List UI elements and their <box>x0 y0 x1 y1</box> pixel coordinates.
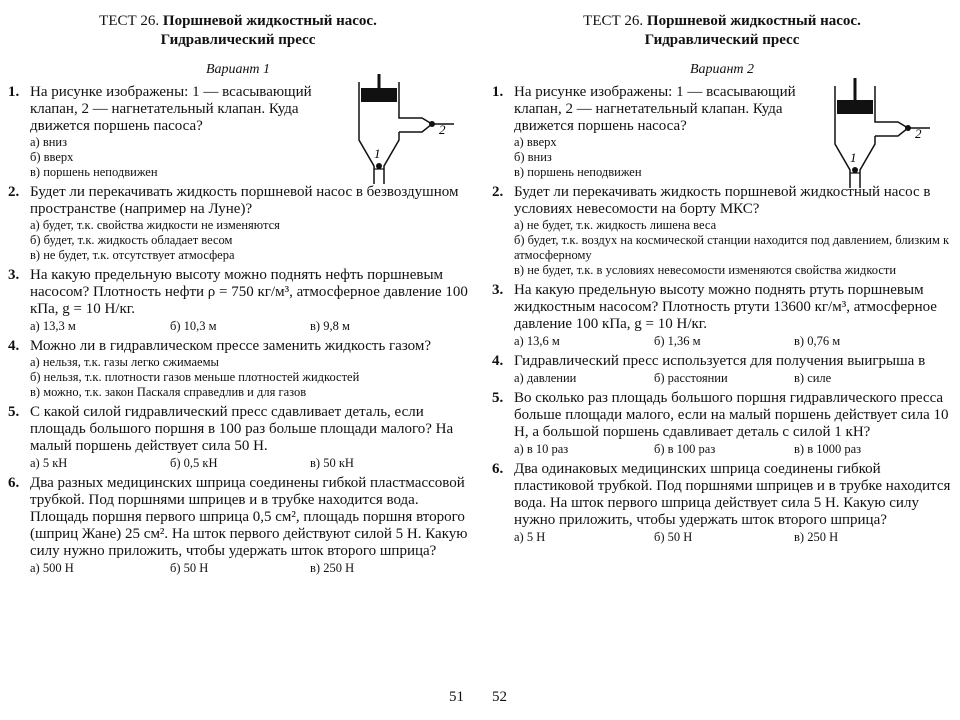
answer-option: в) в 1000 раз <box>794 442 862 456</box>
figure-label-2: 2 <box>439 122 446 137</box>
answer-option: а) 13,6 м <box>514 334 560 348</box>
test-number: ТЕСТ 26. <box>583 13 644 29</box>
figure-label-1: 1 <box>374 146 381 161</box>
question-6: 6. Два одинаковых медицинских шприца соединены гибкой пластиковой трубкой. Под поршнями шприцев и в трубке находится вода. На шток первого шприца действует сила 5 Н. Какую силу нужно приложить, чтобы удержать шток второго шприца? а) 5 Н б) 50 Н в) 250 Н <box>492 461 951 544</box>
test-number: ТЕСТ 26. <box>99 13 160 29</box>
answer-option: в) силе <box>794 371 832 385</box>
test-title <box>492 12 952 50</box>
answer-option: а) 5 Н <box>514 530 546 544</box>
test-topic: Поршневой жидкостный насос. <box>162 13 377 29</box>
answer-option: б) 50 Н <box>654 530 693 544</box>
answer-option: б) 1,36 м <box>654 334 701 348</box>
answer-option: б) будет, т.к. воздух на космической станции находится под давлением, близким к атмосферному <box>514 233 950 262</box>
answer-option: в) 250 Н <box>794 530 839 544</box>
page-number: 51 <box>449 689 464 705</box>
answer-option: б) 50 Н <box>170 561 209 575</box>
pump-diagram <box>354 74 454 186</box>
question-1: 1. На рисунке изображены: 1 — всасывающий клапан, 2 — нагнетательный клапан. Куда движется поршень пасоса? а) вниз б) вверх в) поршень неподвижен <box>8 84 348 180</box>
answer-option: а) 500 Н <box>30 561 74 575</box>
question-4: 4. Гидравлический пресс используется для получения выигрыша в а) давлении б) расстоянии в) силе <box>492 353 952 386</box>
answer-option: а) в 10 раз <box>514 442 569 456</box>
answer-option: в) не будет, т.к. отсутствует атмосфера <box>30 248 235 262</box>
answer-option: в) можно, т.к. закон Паскаля справедлив и для газов <box>30 385 307 399</box>
answer-option: б) 0,5 кН <box>170 456 218 470</box>
answer-option: а) вниз <box>30 135 68 149</box>
answer-option: б) расстоянии <box>654 371 728 385</box>
answer-option: в) 0,76 м <box>794 334 841 348</box>
answer-option: а) 13,3 м <box>30 319 76 333</box>
question-3: 3. На какую предельную высоту можно поднять ртуть поршневым жидкостным насосом? Плотность ртути 13600 кг/м³, атмосферное давление 100 кПа, g = 10 Н/кг. а) 13,6 м б) 1,36 м в) 0,76 м <box>492 282 937 348</box>
test-title <box>8 12 468 50</box>
question-4: 4. Можно ли в гидравлическом прессе заменить жидкость газом? а) нельзя, т.к. газы легко сжимаемы б) нельзя, т.к. плотности газов меньше плотностей жидкостей в) можно, т.к. закон Паскаля справедлив и для газов <box>8 338 468 400</box>
question-5: 5. Во сколько раз площадь большого поршня гидравлического пресса больше площади малого, если на малый поршень действует сила 10 Н, а большой поршень сдавливает деталь с силой 1 кН? а) в 10 раз б) в 100 раз в) в 1000 раз <box>492 390 949 456</box>
test-topic: Поршневой жидкостный насос. <box>646 13 861 29</box>
answer-option: а) 5 кН <box>30 456 68 470</box>
answer-option: б) вниз <box>514 150 552 164</box>
answer-option: б) 10,3 м <box>170 319 217 333</box>
variant-label: Вариант 1 <box>205 62 271 77</box>
answer-option: в) не будет, т.к. в условиях невесомости изменяются свойства жидкости <box>514 263 897 277</box>
answer-option: а) давлении <box>514 371 577 385</box>
figure-label-1: 1 <box>850 150 857 165</box>
answer-option: б) нельзя, т.к. плотности газов меньше плотностей жидкостей <box>30 370 360 384</box>
answer-option: в) поршень неподвижен <box>30 165 158 179</box>
answer-option: б) в 100 раз <box>654 442 716 456</box>
page-right <box>492 0 952 720</box>
variant-label: Вариант 2 <box>689 62 755 77</box>
page-number: 52 <box>492 689 507 705</box>
test-subtopic: Гидравлический пресс <box>644 32 800 48</box>
question-2: 2. Будет ли перекачивать жидкость поршневой насос в безвоздушном пространстве (например на Луне)? а) будет, т.к. свойства жидкости не изменяются б) будет, т.к. жидкость обладает весом в) не будет, т.к. отсутствует атмосфера <box>8 184 468 263</box>
answer-option: в) 50 кН <box>310 456 354 470</box>
question-1: 1. На рисунке изображены: 1 — всасывающий клапан, 2 — нагнетательный клапан. Куда движется поршень насоса? а) вверх б) вниз в) поршень неподвижен <box>492 84 822 180</box>
test-subtopic: Гидравлический пресс <box>160 32 316 48</box>
figure-label-2: 2 <box>915 126 922 141</box>
answer-option: б) будет, т.к. жидкость обладает весом <box>30 233 233 247</box>
answer-option: а) нельзя, т.к. газы легко сжимаемы <box>30 355 219 369</box>
answer-option: б) вверх <box>30 150 74 164</box>
question-5: 5. С какой силой гидравлический пресс сдавливает деталь, если площадь большого поршня в 100 раз больше площади малого? На малый поршень действует сила 50 Н. а) 5 кН б) 0,5 кН в) 50 кН <box>8 404 454 470</box>
page-left <box>8 0 468 720</box>
answer-option: а) не будет, т.к. жидкость лишена веса <box>514 218 717 232</box>
answer-option: а) будет, т.к. свойства жидкости не изменяются <box>30 218 280 232</box>
question-2: 2. Будет ли перекачивать жидкость поршневой жидкостный насос в условиях невесомости на борту МКС? а) не будет, т.к. жидкость лишена веса б) будет, т.к. воздух на космической станции находится под давлением, близким к атмосферному в) не будет, т.к. в условиях невесомости изменяются свойства жидкости <box>492 184 952 278</box>
pump-diagram <box>830 78 930 190</box>
answer-option: в) поршень неподвижен <box>514 165 642 179</box>
question-6: 6. Два разных медицинских шприца соединены гибкой пластмассовой трубкой. Под поршнями шприцев и в трубке находится вода. Площадь поршня первого шприца 0,5 см², площадь поршня второго (шприц Жане) 25 см². На шток первого действуют силой 5 Н. Какую силу нужно приложить, чтобы удержать шток второго шприца? а) 500 Н б) 50 Н в) 250 Н <box>8 475 468 575</box>
answer-option: а) вверх <box>514 135 557 149</box>
answer-option: в) 9,8 м <box>310 319 350 333</box>
question-3: 3. На какую предельную высоту можно поднять нефть поршневым насосом? Плотность нефти ρ = 750 кг/м³, атмосферное давление 100 кПа, g = 10 Н/кг. а) 13,3 м б) 10,3 м в) 9,8 м <box>8 267 468 333</box>
answer-option: в) 250 Н <box>310 561 355 575</box>
